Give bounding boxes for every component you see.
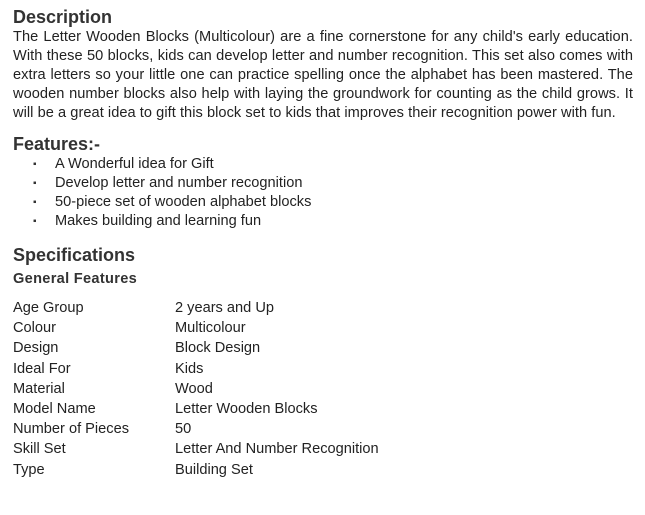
product-details — [13, 6, 633, 480]
feature-item — [33, 193, 633, 212]
specifications-section — [13, 244, 633, 480]
features-section — [13, 133, 633, 231]
specifications-heading: Specifications — [13, 245, 136, 265]
description-heading: Description — [13, 7, 113, 27]
table-row — [13, 419, 379, 439]
bullet-icon: ▪ — [33, 216, 37, 227]
table-row — [13, 359, 379, 379]
spec-value: Letter And Number Recognition — [175, 441, 379, 458]
bullet-icon: ▪ — [33, 159, 37, 170]
feature-text: Makes building and learning fun — [55, 213, 262, 229]
table-row — [13, 460, 379, 480]
spec-key: Age Group — [13, 300, 84, 316]
spec-key: Number of Pieces — [13, 421, 129, 438]
general-features-subheading: General Features — [13, 271, 138, 287]
table-row — [13, 338, 379, 358]
spec-value: 2 years and Up — [175, 300, 274, 316]
spec-key: Material — [13, 380, 65, 397]
feature-item — [33, 174, 633, 193]
bullet-icon: ▪ — [33, 178, 37, 189]
spec-key: Type — [13, 461, 45, 478]
feature-text: Develop letter and number recognition — [55, 175, 303, 191]
table-row — [13, 399, 379, 419]
features-list — [13, 155, 633, 231]
spec-key: Model Name — [13, 401, 96, 418]
feature-item — [33, 212, 633, 231]
spec-value: Building Set — [175, 461, 253, 478]
spec-key: Skill Set — [13, 441, 66, 458]
spec-value: Wood — [175, 380, 213, 397]
table-row — [13, 318, 379, 338]
description-section — [13, 6, 633, 123]
feature-text: 50-piece set of wooden alphabet blocks — [55, 194, 312, 210]
spec-value: Letter Wooden Blocks — [175, 401, 318, 418]
spec-key: Colour — [13, 320, 56, 337]
table-row — [13, 379, 379, 399]
feature-text: A Wonderful idea for Gift — [55, 156, 214, 172]
spec-value: Kids — [175, 360, 204, 377]
spec-value: 50 — [175, 421, 192, 438]
features-heading: Features:- — [13, 134, 101, 154]
spec-value: Block Design — [175, 340, 261, 357]
spec-value: Multicolour — [175, 320, 246, 337]
bullet-icon: ▪ — [33, 197, 37, 208]
description-text: The Letter Wooden Blocks (Multicolour) are a fine cornerstone for any child's early education. With these 50 blocks, kids can develop letter and number recognition. This set also comes with extra letters so your little one can practice spelling once the alphabet has been mastered. The wooden number blocks also help with laying the groundwork for counting as the child grows. It will be a great idea to gift this block set to kids that improves their recognition power with fun. — [13, 29, 633, 121]
spec-key: Design — [13, 340, 59, 357]
specifications-table — [13, 298, 379, 480]
table-row — [13, 439, 379, 459]
spec-key: Ideal For — [13, 360, 71, 377]
table-row — [13, 298, 379, 318]
feature-item — [33, 155, 633, 174]
